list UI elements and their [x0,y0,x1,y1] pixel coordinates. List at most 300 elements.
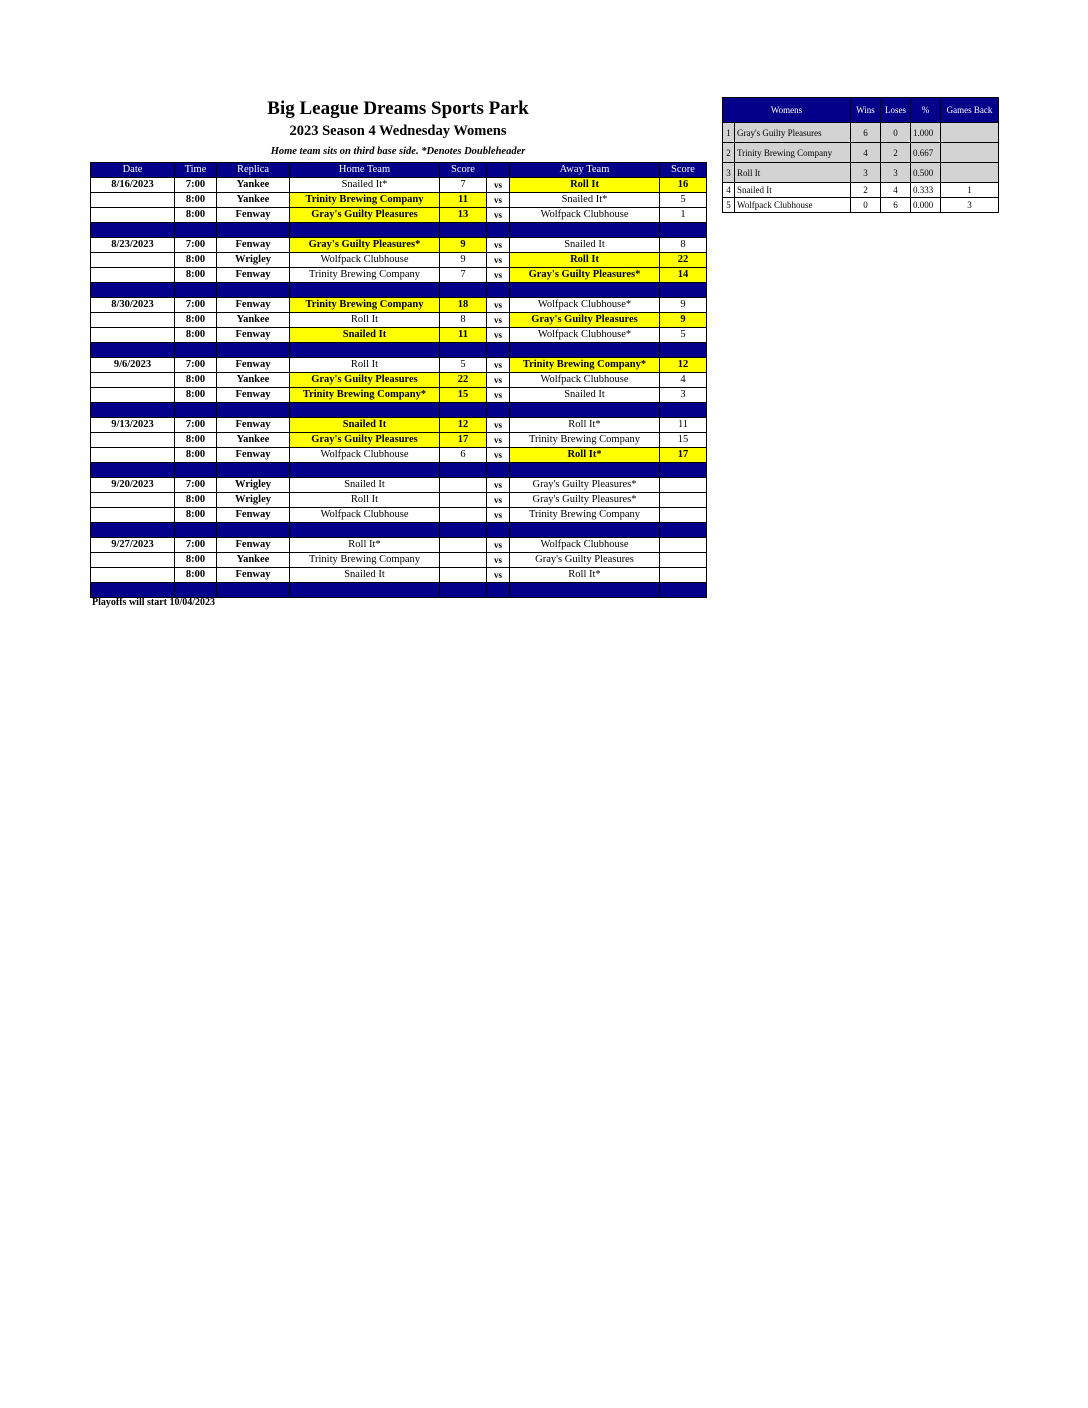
away-team: Gray's Guilty Pleasures* [510,268,660,283]
away-team: Gray's Guilty Pleasures [510,313,660,328]
table-row [91,433,707,448]
game-time: 8:00 [175,568,217,583]
away-score: 9 [660,313,707,328]
game-date-empty [91,313,175,328]
table-row [91,508,707,523]
table-row [91,373,707,388]
game-time: 8:00 [175,193,217,208]
col-home-team: Home Team [290,163,440,178]
separator-cell [290,403,440,418]
separator-cell [440,283,487,298]
game-replica: Wrigley [217,478,290,493]
schedule-table [90,162,707,598]
team-rank: 4 [723,183,735,198]
table-row [91,358,707,373]
team-wins: 4 [851,143,881,163]
schedule-header-row [91,163,707,178]
game-date: 9/27/2023 [91,538,175,553]
home-team: Gray's Guilty Pleasures [290,208,440,223]
team-rank: 5 [723,198,735,213]
game-date: 8/23/2023 [91,238,175,253]
game-time: 8:00 [175,553,217,568]
vs-label: vs [487,568,510,583]
separator-cell [660,403,707,418]
away-score: 5 [660,193,707,208]
separator-cell [290,343,440,358]
separator-cell [175,223,217,238]
game-date: 8/30/2023 [91,298,175,313]
team-pct: 0.000 [911,198,941,213]
game-replica: Yankee [217,373,290,388]
game-date-empty [91,208,175,223]
home-score: 11 [440,193,487,208]
vs-label: vs [487,373,510,388]
standings-header-row [723,98,999,123]
away-team: Trinity Brewing Company [510,433,660,448]
table-row [91,448,707,463]
home-team: Snailed It* [290,178,440,193]
home-score: 5 [440,358,487,373]
col-wins: Wins [851,98,881,123]
vs-label: vs [487,418,510,433]
col-time: Time [175,163,217,178]
week-separator [91,463,707,478]
home-score: 6 [440,448,487,463]
home-score [440,568,487,583]
vs-label: vs [487,193,510,208]
separator-cell [487,283,510,298]
home-score [440,478,487,493]
separator-cell [175,403,217,418]
team-pct: 0.667 [911,143,941,163]
home-score: 17 [440,433,487,448]
game-date-empty [91,268,175,283]
game-time: 8:00 [175,433,217,448]
separator-cell [440,523,487,538]
team-loses: 0 [881,123,911,143]
vs-label: vs [487,553,510,568]
separator-cell [217,283,290,298]
separator-cell [290,523,440,538]
game-date: 8/16/2023 [91,178,175,193]
table-row [91,238,707,253]
home-score [440,508,487,523]
team-games-back: 3 [941,198,999,213]
separator-cell [217,463,290,478]
away-score: 8 [660,238,707,253]
separator-cell [217,343,290,358]
separator-cell [290,463,440,478]
separator-cell [91,523,175,538]
away-team: Roll It [510,253,660,268]
home-score: 8 [440,313,487,328]
separator-cell [487,223,510,238]
home-team: Trinity Brewing Company [290,268,440,283]
game-time: 7:00 [175,478,217,493]
away-score: 1 [660,208,707,223]
home-team: Roll It* [290,538,440,553]
home-score [440,493,487,508]
separator-cell [510,343,660,358]
home-team: Wolfpack Clubhouse [290,508,440,523]
separator-cell [440,223,487,238]
playoffs-note: Playoffs will start 10/04/2023 [92,597,216,608]
away-team: Roll It [510,178,660,193]
separator-cell [91,463,175,478]
table-row [91,568,707,583]
table-row [91,538,707,553]
team-name: Wolfpack Clubhouse [735,198,851,213]
separator-cell [91,283,175,298]
game-replica: Yankee [217,433,290,448]
game-time: 8:00 [175,253,217,268]
away-score: 22 [660,253,707,268]
home-score: 11 [440,328,487,343]
team-wins: 6 [851,123,881,143]
standings-row [723,123,999,143]
game-time: 7:00 [175,238,217,253]
home-team: Trinity Brewing Company [290,298,440,313]
game-replica: Yankee [217,313,290,328]
vs-label: vs [487,448,510,463]
game-replica: Fenway [217,208,290,223]
game-date-empty [91,328,175,343]
separator-cell [217,403,290,418]
separator-cell [175,343,217,358]
col-home-score: Score [440,163,487,178]
team-rank: 1 [723,123,735,143]
vs-label: vs [487,313,510,328]
separator-cell [290,583,440,598]
table-row [91,253,707,268]
table-row [91,388,707,403]
team-name: Gray's Guilty Pleasures [735,123,851,143]
game-replica: Fenway [217,508,290,523]
game-date-empty [91,388,175,403]
away-team: Snailed It [510,238,660,253]
game-replica: Fenway [217,538,290,553]
away-score: 17 [660,448,707,463]
separator-cell [660,463,707,478]
separator-cell [510,523,660,538]
game-replica: Fenway [217,568,290,583]
separator-cell [440,343,487,358]
game-time: 7:00 [175,418,217,433]
home-team: Wolfpack Clubhouse [290,253,440,268]
game-time: 8:00 [175,313,217,328]
team-wins: 0 [851,198,881,213]
table-row [91,328,707,343]
separator-cell [91,403,175,418]
home-score [440,538,487,553]
game-date: 9/6/2023 [91,358,175,373]
team-loses: 3 [881,163,911,183]
separator-cell [510,223,660,238]
home-team: Snailed It [290,328,440,343]
standings-row [723,198,999,213]
home-score: 18 [440,298,487,313]
away-team: Wolfpack Clubhouse [510,208,660,223]
table-row [91,298,707,313]
table-row [91,208,707,223]
col-loses: Loses [881,98,911,123]
team-wins: 2 [851,183,881,198]
game-date-empty [91,448,175,463]
home-score: 9 [440,253,487,268]
game-replica: Wrigley [217,493,290,508]
away-team: Trinity Brewing Company [510,508,660,523]
game-replica: Fenway [217,268,290,283]
home-score: 22 [440,373,487,388]
col-replica: Replica [217,163,290,178]
vs-label: vs [487,238,510,253]
week-separator [91,223,707,238]
home-team: Gray's Guilty Pleasures [290,433,440,448]
away-score [660,493,707,508]
away-team: Snailed It [510,388,660,403]
home-team: Snailed It [290,418,440,433]
game-date-empty [91,508,175,523]
team-rank: 3 [723,163,735,183]
vs-label: vs [487,493,510,508]
game-replica: Yankee [217,178,290,193]
away-score [660,478,707,493]
separator-cell [487,583,510,598]
vs-label: vs [487,178,510,193]
week-separator [91,343,707,358]
separator-cell [440,403,487,418]
separator-cell [487,343,510,358]
separator-cell [660,283,707,298]
game-time: 7:00 [175,538,217,553]
home-score: 9 [440,238,487,253]
game-replica: Fenway [217,298,290,313]
game-time: 8:00 [175,493,217,508]
team-loses: 2 [881,143,911,163]
vs-label: vs [487,358,510,373]
home-team: Roll It [290,358,440,373]
table-row [91,418,707,433]
home-team: Trinity Brewing Company [290,553,440,568]
separator-cell [660,223,707,238]
game-time: 8:00 [175,268,217,283]
separator-cell [487,403,510,418]
away-team: Wolfpack Clubhouse [510,373,660,388]
separator-cell [510,283,660,298]
away-score [660,538,707,553]
away-score: 5 [660,328,707,343]
col-vs [487,163,510,178]
home-score [440,553,487,568]
away-score: 11 [660,418,707,433]
standings-table [722,97,999,213]
game-time: 7:00 [175,178,217,193]
vs-label: vs [487,268,510,283]
game-date-empty [91,493,175,508]
col-games-back: Games Back [941,98,999,123]
table-row [91,493,707,508]
vs-label: vs [487,478,510,493]
team-pct: 1.000 [911,123,941,143]
game-date-empty [91,253,175,268]
game-replica: Fenway [217,448,290,463]
game-replica: Yankee [217,193,290,208]
game-replica: Fenway [217,418,290,433]
separator-cell [217,523,290,538]
separator-cell [440,463,487,478]
separator-cell [217,583,290,598]
standings-row [723,183,999,198]
table-row [91,313,707,328]
away-team: Wolfpack Clubhouse* [510,328,660,343]
away-score [660,553,707,568]
game-replica: Fenway [217,358,290,373]
separator-cell [217,223,290,238]
game-date-empty [91,373,175,388]
away-score: 4 [660,373,707,388]
home-score: 13 [440,208,487,223]
game-time: 8:00 [175,448,217,463]
col-away-score: Score [660,163,707,178]
table-row [91,193,707,208]
team-loses: 4 [881,183,911,198]
away-team: Wolfpack Clubhouse [510,538,660,553]
table-row [91,178,707,193]
col-pct: % [911,98,941,123]
separator-cell [175,283,217,298]
home-score: 15 [440,388,487,403]
separator-cell [290,223,440,238]
game-replica: Fenway [217,388,290,403]
away-score: 9 [660,298,707,313]
separator-cell [510,583,660,598]
col-date: Date [91,163,175,178]
separator-cell [175,463,217,478]
away-team: Gray's Guilty Pleasures* [510,493,660,508]
home-team: Roll It [290,493,440,508]
separator-cell [91,343,175,358]
separator-cell [510,463,660,478]
vs-label: vs [487,508,510,523]
game-date-empty [91,433,175,448]
home-team: Snailed It [290,568,440,583]
table-row [91,553,707,568]
team-games-back [941,143,999,163]
separator-cell [91,583,175,598]
vs-label: vs [487,328,510,343]
away-team: Gray's Guilty Pleasures* [510,478,660,493]
separator-cell [660,583,707,598]
away-score: 3 [660,388,707,403]
away-team: Snailed It* [510,193,660,208]
game-replica: Yankee [217,553,290,568]
col-away-team: Away Team [510,163,660,178]
away-score [660,508,707,523]
separator-cell [91,223,175,238]
week-separator [91,283,707,298]
team-games-back: 1 [941,183,999,198]
team-pct: 0.500 [911,163,941,183]
separator-cell [440,583,487,598]
away-team: Roll It* [510,568,660,583]
team-name: Trinity Brewing Company [735,143,851,163]
home-score: 7 [440,268,487,283]
vs-label: vs [487,388,510,403]
game-time: 8:00 [175,508,217,523]
game-time: 8:00 [175,388,217,403]
game-date-empty [91,193,175,208]
week-separator [91,583,707,598]
vs-label: vs [487,253,510,268]
table-row [91,268,707,283]
home-team: Trinity Brewing Company [290,193,440,208]
game-date: 9/13/2023 [91,418,175,433]
team-games-back [941,163,999,183]
away-team: Gray's Guilty Pleasures [510,553,660,568]
away-score [660,568,707,583]
page-title: Big League Dreams Sports Park [267,98,529,119]
separator-cell [487,463,510,478]
home-team: Snailed It [290,478,440,493]
game-date-empty [91,568,175,583]
game-time: 8:00 [175,373,217,388]
team-pct: 0.333 [911,183,941,198]
away-team: Roll It* [510,448,660,463]
game-date-empty [91,553,175,568]
home-team: Trinity Brewing Company* [290,388,440,403]
separator-cell [487,523,510,538]
home-team: Gray's Guilty Pleasures* [290,238,440,253]
game-date: 9/20/2023 [91,478,175,493]
home-team: Gray's Guilty Pleasures [290,373,440,388]
away-score: 16 [660,178,707,193]
vs-label: vs [487,208,510,223]
game-time: 8:00 [175,328,217,343]
standings-row [723,143,999,163]
home-team: Wolfpack Clubhouse [290,448,440,463]
team-games-back [941,123,999,143]
team-loses: 6 [881,198,911,213]
game-replica: Fenway [217,328,290,343]
away-team: Wolfpack Clubhouse* [510,298,660,313]
separator-cell [290,283,440,298]
away-score: 15 [660,433,707,448]
game-replica: Wrigley [217,253,290,268]
team-name: Snailed It [735,183,851,198]
standings-row [723,163,999,183]
team-rank: 2 [723,143,735,163]
table-row [91,478,707,493]
game-replica: Fenway [217,238,290,253]
away-team: Roll It* [510,418,660,433]
home-score: 12 [440,418,487,433]
separator-cell [660,343,707,358]
home-team: Roll It [290,313,440,328]
vs-label: vs [487,433,510,448]
vs-label: vs [487,298,510,313]
game-time: 7:00 [175,298,217,313]
away-score: 12 [660,358,707,373]
away-team: Trinity Brewing Company* [510,358,660,373]
separator-cell [175,523,217,538]
week-separator [91,523,707,538]
page-subtitle: 2023 Season 4 Wednesday Womens [289,123,507,139]
team-wins: 3 [851,163,881,183]
away-score: 14 [660,268,707,283]
game-time: 7:00 [175,358,217,373]
game-time: 8:00 [175,208,217,223]
col-womens: Womens [723,98,851,123]
